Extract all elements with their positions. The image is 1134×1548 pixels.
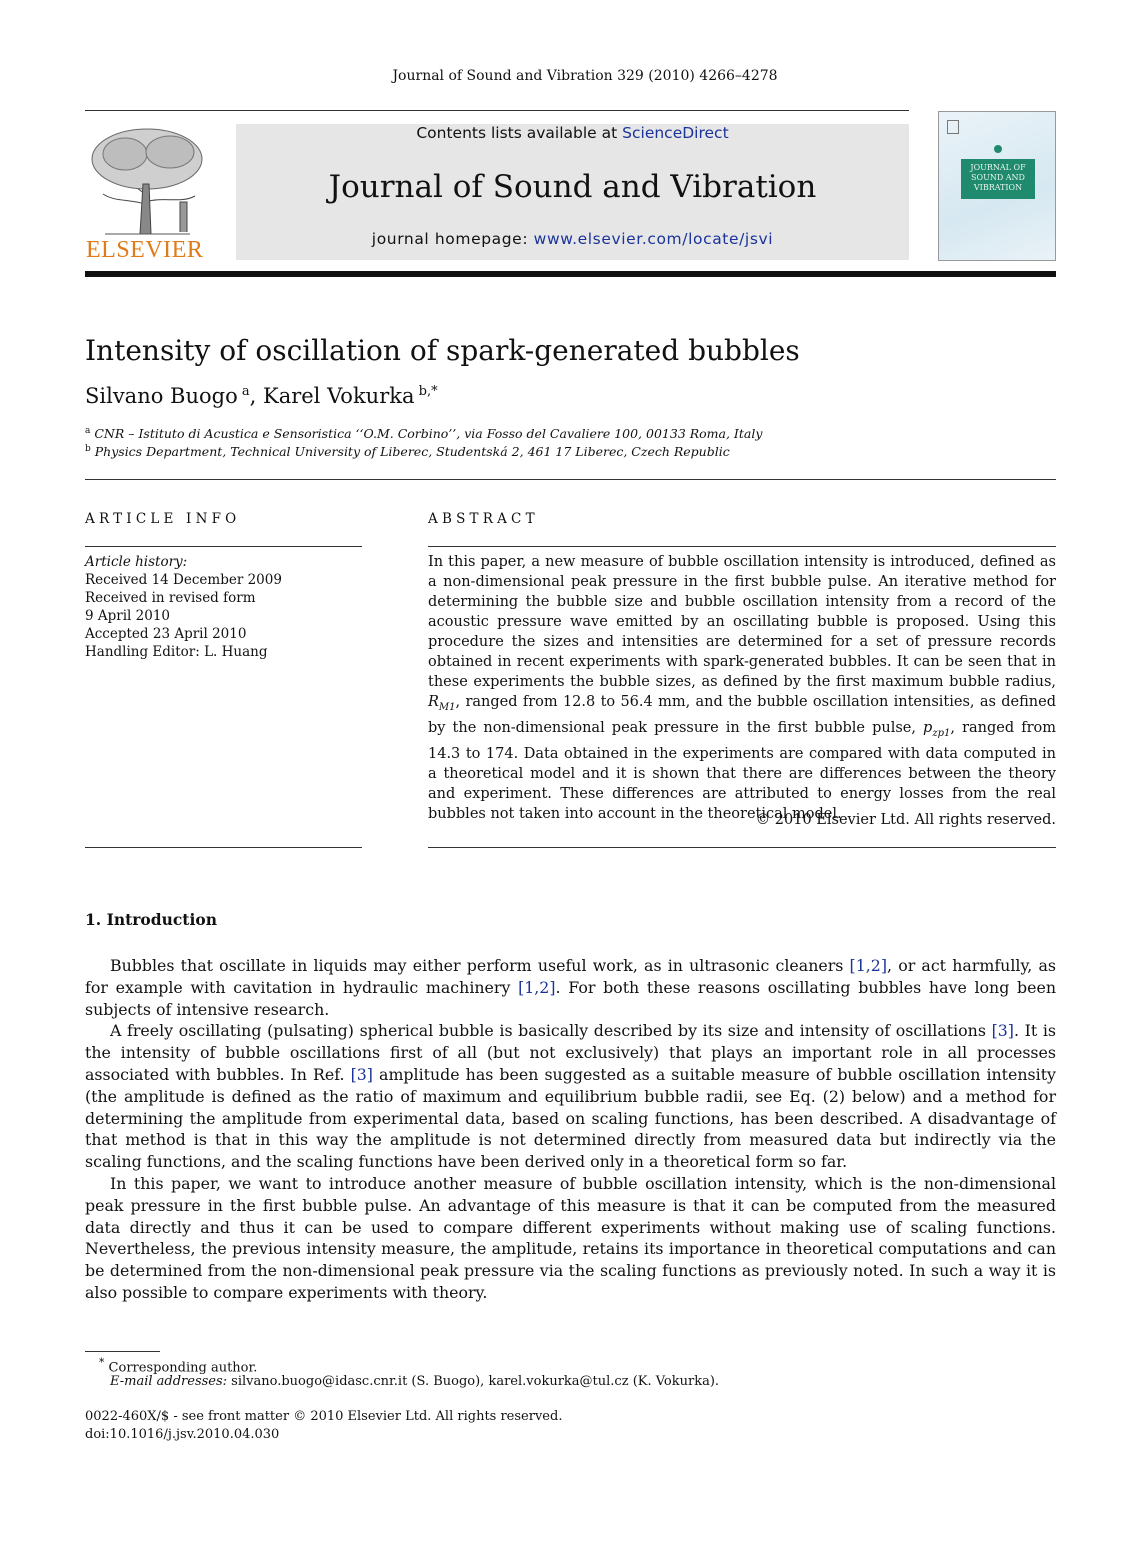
affiliation-a-text: CNR – Istituto di Acustica e Sensoristica ‘‘O.M. Corbino’’, via Fosso del Cavaliere 100, 00133 Roma, Italy	[94, 426, 763, 442]
abstract-part-3: , ranged from 14.3 to 174. Data obtained in the experiments are compared with data computed in a theoretical model and it is shown that there are differences between the theory and experiment. These differences are attributed to energy losses from the real bubbles not taken into account in the theoretical model.	[428, 719, 1056, 822]
paragraph	[85, 955, 1056, 1020]
paragraph: In this paper, we want to introduce another measure of bubble oscillation intensity, which is the non-dimensional peak pressure in the first bubble pulse. An advantage of this measure is that it can be computed from the measured data directly and thus it can be used to compare different experiments without making use of scaling functions. Nevertheless, the previous intensity measure, the amplitude, retains its importance in theoretical computations and can be determined from the non-dimensional peak pressure via the scaling functions as previously noted. In such a way it is also possible to compare experiments with theory.	[85, 1173, 1056, 1302]
journal-title: Journal of Sound and Vibration	[328, 169, 817, 205]
abstract-text	[428, 552, 1056, 824]
abstract-part-2: , ranged from 12.8 to 56.4 mm, and the bubble oscillation intensities, as defined by the non-dimensional peak pressure in the first bubble pulse,	[428, 694, 1056, 736]
homepage-line	[236, 230, 909, 248]
history-line: Received 14 December 2009	[85, 572, 282, 588]
symbol-r: R	[428, 694, 439, 710]
homepage-prefix: journal homepage:	[371, 230, 534, 248]
front-matter-line: 0022-460X/$ - see front matter © 2010 Elsevier Ltd. All rights reserved.	[85, 1409, 563, 1424]
article-title: Intensity of oscillation of spark-generated bubbles	[85, 334, 800, 367]
article-info-bottom-rule	[85, 847, 362, 848]
citation-link[interactable]: [3]	[350, 1064, 373, 1084]
email-note	[110, 1374, 719, 1389]
author-1-affil-sup: a	[241, 384, 250, 399]
affiliation-a-sup: a	[85, 426, 91, 436]
text-run: A freely oscillating (pulsating) spherical bubble is basically described by its size and intensity of oscillations	[110, 1021, 992, 1041]
abstract-part-1: In this paper, a new measure of bubble oscillation intensity is introduced, defined as a non-dimensional peak pressure in the first bubble pulse. An iterative method for determining the bubble size and bubble oscillation intensity from a record of the acoustic pressure wave emitted by an oscillating bubble is proposed. Using this procedure the sizes and intensities are determined for a set of pressure records obtained in recent experiments with spark-generated bubbles. It can be seen that in these experiments the bubble sizes, as defined by the first maximum bubble radius,	[428, 554, 1056, 690]
symbol-p: p	[923, 719, 933, 736]
citation-link[interactable]: [3]	[991, 1021, 1014, 1041]
text-run: amplitude has been suggested as a suitable measure of bubble oscillation intensity (the amplitude is defined as the ratio of maximum and equilibrium bubble radii, see Eq. (2) below) and a method for determining the amplitude from experimental data, based on scaling functions, has been described. A disadvantage of that method is that in this way the amplitude is not determined directly from measured data but indirectly via the scaling functions, and the scaling functions have been derived only in a theoretical form so far.	[85, 1064, 1056, 1172]
cover-emblem-icon	[947, 120, 959, 134]
text-run: , or act harmfully, as for example with cavitation in hydraulic machinery	[85, 956, 1056, 997]
citation-link[interactable]: [1,2]	[849, 956, 887, 975]
history-line: 9 April 2010	[85, 608, 171, 624]
corresponding-text: Corresponding author.	[104, 1360, 258, 1376]
contents-prefix: Contents lists available at	[416, 124, 623, 142]
history-line: Received in revised form	[85, 590, 256, 606]
affiliation-a	[85, 426, 762, 441]
journal-masthead	[236, 124, 909, 260]
history-label: Article history:	[85, 554, 188, 570]
author-1: Silvano Buogo	[85, 384, 238, 408]
author-separator: ,	[249, 384, 263, 408]
title-block-rule	[85, 479, 1056, 480]
author-2: Karel Vokurka	[263, 384, 415, 408]
affiliation-b	[85, 444, 730, 459]
doi-line[interactable]: doi:10.1016/j.jsv.2010.04.030	[85, 1427, 280, 1442]
introduction-body	[85, 955, 1056, 1304]
symbol-p-subscript: zp1	[932, 727, 951, 739]
article-info-rule	[85, 546, 362, 547]
header-rule	[85, 110, 909, 111]
elsevier-wordmark: ELSEVIER	[86, 237, 204, 263]
history-line: Accepted 23 April 2010	[85, 626, 247, 642]
text-run: . For both these reasons oscillating bubbles have long been subjects of intensive research.	[85, 977, 1056, 1019]
text-run: . It is the intensity of bubble oscillations first of all (but not exclusively) that plays an important role in all processes associated with bubbles. In Ref.	[85, 1021, 1056, 1084]
contents-line	[236, 124, 909, 142]
section-heading-introduction: 1. Introduction	[85, 910, 217, 929]
running-head: Journal of Sound and Vibration 329 (2010) 4266–4278	[392, 68, 778, 84]
citation-link[interactable]: [1,2]	[518, 977, 556, 997]
affiliation-b-sup: b	[85, 444, 91, 454]
symbol-r-subscript: M1	[438, 701, 456, 713]
article-history	[85, 553, 282, 661]
author-2-affil-sup: b,*	[418, 384, 438, 399]
corresponding-author-note	[99, 1356, 257, 1375]
author-line	[85, 384, 438, 408]
abstract-bottom-rule	[428, 847, 1056, 848]
sciencedirect-link[interactable]: ScienceDirect	[622, 124, 729, 142]
abstract-rule	[428, 546, 1056, 547]
cover-dot-icon	[994, 145, 1002, 153]
email-label: E-mail addresses:	[110, 1374, 228, 1389]
email-text: silvano.buogo@idasc.cnr.it (S. Buogo), karel.vokurka@tul.cz (K. Vokurka).	[227, 1374, 720, 1389]
abstract-heading: ABSTRACT	[428, 511, 539, 527]
abstract-copyright: © 2010 Elsevier Ltd. All rights reserved.	[755, 812, 1056, 828]
text-run: Bubbles that oscillate in liquids may either perform useful work, as in ultrasonic cleaners	[110, 956, 850, 975]
footnote-star: *	[99, 1356, 105, 1369]
history-line: Handling Editor: L. Huang	[85, 644, 268, 660]
footnote-rule	[85, 1351, 160, 1352]
paragraph	[85, 1020, 1056, 1173]
affiliation-b-text: Physics Department, Technical University of Liberec, Studentská 2, 461 17 Liberec, Czech Republic	[94, 444, 730, 460]
cover-title: JOURNAL OF SOUND AND VIBRATION	[961, 159, 1035, 199]
homepage-link[interactable]: www.elsevier.com/locate/jsvi	[533, 230, 774, 248]
masthead-thick-rule	[85, 271, 1056, 277]
journal-cover-image	[938, 111, 1056, 261]
article-info-heading: ARTICLE INFO	[85, 511, 241, 527]
